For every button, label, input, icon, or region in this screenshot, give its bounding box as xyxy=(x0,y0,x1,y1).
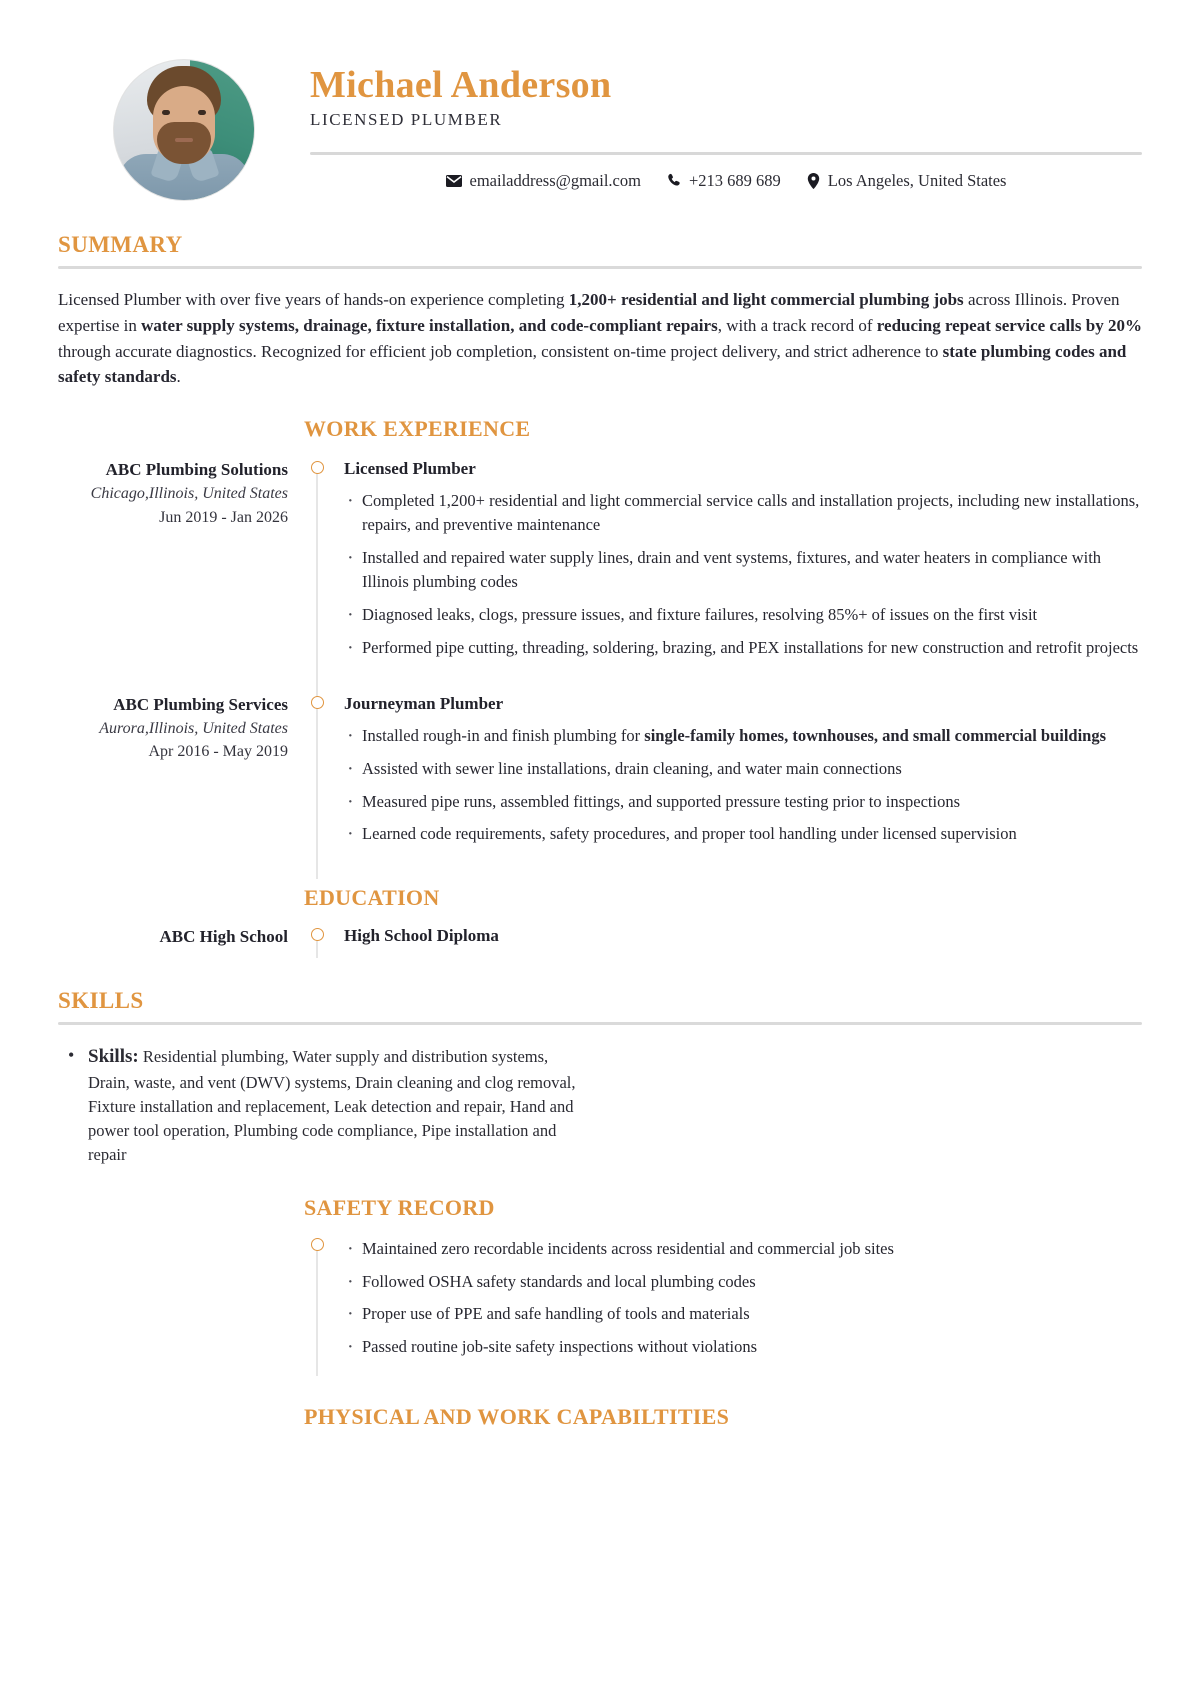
section-title-summary: SUMMARY xyxy=(58,232,183,257)
timeline-ring-icon xyxy=(311,461,324,474)
safety-entry-body xyxy=(330,1235,1142,1377)
education-entry xyxy=(58,925,1142,962)
list-item: · Maintained zero recordable incidents across residential and commercial job sites xyxy=(344,1237,1142,1261)
section-summary xyxy=(58,232,1142,390)
work-entry-location: Aurora,Illinois, United States xyxy=(99,719,288,737)
work-entry-body xyxy=(330,693,1142,880)
work-entry-meta xyxy=(58,693,304,763)
work-entry-dates: Apr 2016 - May 2019 xyxy=(148,743,288,761)
page-title: Michael Anderson xyxy=(310,64,612,106)
timeline-ring-icon xyxy=(311,1238,324,1251)
work-entry-dates: Jun 2019 - Jan 2026 xyxy=(159,509,288,526)
emphasis-text: 1,200+ residential and light commercial plumbing jobs xyxy=(568,290,964,309)
timeline-marker xyxy=(304,1235,330,1377)
list-item: · Followed OSHA safety standards and local plumbing codes xyxy=(344,1270,1142,1294)
education-entry-school: ABC High School xyxy=(159,927,288,947)
body-text: Installed rough-in and finish plumbing for xyxy=(362,725,645,745)
body-text: , with a track record of xyxy=(717,315,877,335)
list-item xyxy=(344,790,1142,814)
timeline-marker xyxy=(304,693,330,880)
avatar-container xyxy=(58,52,310,200)
section-title-skills: SKILLS xyxy=(58,988,144,1014)
section-education xyxy=(58,885,1142,962)
body-text: Assisted with sewer line installations, drain cleaning, and water main connections xyxy=(362,758,902,778)
emphasis-text: water supply systems, drainage, fixture installation, and code-compliant repairs xyxy=(141,315,718,335)
skills-label: Skills: xyxy=(88,1046,139,1068)
section-work-experience xyxy=(58,416,1142,879)
avatar xyxy=(114,60,254,200)
work-entry-title: Licensed Plumber xyxy=(344,459,476,479)
body-text: through accurate diagnostics. Recognized for efficient job completion, consistent on-time project delivery, and strict adherence to xyxy=(58,341,943,361)
work-entry-title: Journeyman Plumber xyxy=(344,693,504,713)
work-entry-body xyxy=(330,458,1142,692)
contact-location-text: Los Angeles, United States xyxy=(827,170,1007,190)
list-item xyxy=(344,636,1142,660)
list-item: · Passed routine job-site safety inspections without violations xyxy=(344,1335,1142,1359)
list-item xyxy=(344,757,1142,781)
work-entry xyxy=(58,693,1142,880)
education-entry-degree: High School Diploma xyxy=(344,926,499,946)
emphasis-text: reducing repeat service calls by 20% xyxy=(876,315,1142,335)
timeline-ring-icon xyxy=(311,696,324,709)
section-divider-skills xyxy=(58,1022,1142,1025)
section-skills xyxy=(58,988,1142,1166)
emphasis-text: single-family homes, townhouses, and small commercial buildings xyxy=(644,725,1107,745)
body-text: Installed and repaired water supply lines, drain and vent systems, fixtures, and water heaters in compliance with Illinois plumbing codes xyxy=(362,548,1102,592)
list-item xyxy=(344,603,1142,627)
body-text: . xyxy=(176,367,181,387)
work-entry-location: Chicago,Illinois, United States xyxy=(90,485,288,503)
skills-list xyxy=(58,1043,1142,1166)
work-entry-organization: ABC Plumbing Solutions xyxy=(105,460,288,480)
safety-entry-meta xyxy=(58,1235,304,1236)
body-text: Learned code requirements, safety procedures, and proper tool handling under licensed supervision xyxy=(362,824,1017,844)
contact-email-text: emailaddress@gmail.com xyxy=(469,170,641,190)
education-entry-meta xyxy=(58,925,304,948)
work-entry-bullets xyxy=(344,489,1142,660)
envelope-icon xyxy=(446,175,462,187)
body-text: across Illinois. Proven expertise in xyxy=(58,290,1120,335)
section-title-physical-capabilities: PHYSICAL AND WORK CAPABILTITIES xyxy=(304,1404,730,1430)
safety-entry xyxy=(58,1235,1142,1377)
contact-phone-text: +213 689 689 xyxy=(688,170,781,190)
list-item xyxy=(58,1043,588,1166)
contact-location[interactable] xyxy=(807,171,1007,191)
body-text: Licensed Plumber with over five years of hands-on experience completing xyxy=(58,290,569,309)
emphasis-text: state plumbing codes and safety standards xyxy=(58,341,1127,387)
resume-header xyxy=(58,40,1142,200)
timeline-ring-icon xyxy=(311,928,324,941)
phone-icon xyxy=(667,173,681,188)
education-entry-body xyxy=(330,925,1142,962)
body-text: Measured pipe runs, assembled fittings, and supported pressure testing prior to inspections xyxy=(362,791,961,811)
work-entry-meta xyxy=(58,458,304,528)
timeline-marker xyxy=(304,458,330,692)
section-physical-capabilities xyxy=(58,1404,1142,1430)
section-title-work-experience: WORK EXPERIENCE xyxy=(304,416,531,442)
work-entry-bullets xyxy=(344,724,1142,847)
section-title-education: EDUCATION xyxy=(304,885,440,911)
body-text: Performed pipe cutting, threading, soldering, brazing, and PEX installations for new construction and retrofit projects xyxy=(362,637,1139,657)
timeline-marker xyxy=(304,925,330,962)
list-item xyxy=(344,489,1142,537)
header-divider xyxy=(310,152,1142,155)
list-item: · Proper use of PPE and safe handling of tools and materials xyxy=(344,1302,1142,1326)
list-item xyxy=(344,724,1142,748)
list-item xyxy=(344,546,1142,594)
work-entry-organization: ABC Plumbing Services xyxy=(113,694,288,714)
location-pin-icon xyxy=(807,173,820,189)
contact-email[interactable] xyxy=(446,171,641,191)
body-text: Diagnosed leaks, clogs, pressure issues, and fixture failures, resolving 85%+ of issues on the first visit xyxy=(362,604,1038,624)
section-safety-record xyxy=(58,1195,1142,1377)
summary-paragraph xyxy=(58,287,1142,390)
job-role-subtitle: LICENSED PLUMBER xyxy=(310,109,503,129)
contact-phone[interactable] xyxy=(667,171,781,191)
section-title-safety-record: SAFETY RECORD xyxy=(304,1194,495,1220)
work-entry xyxy=(58,458,1142,692)
section-divider-summary xyxy=(58,266,1142,269)
list-item xyxy=(344,822,1142,846)
body-text: Completed 1,200+ residential and light commercial service calls and installation projects, including new installations, repairs, and preventive maintenance xyxy=(362,491,1140,535)
contact-info-bar xyxy=(310,171,1142,191)
safety-bullets xyxy=(344,1237,1142,1360)
header-text-block xyxy=(310,52,1142,191)
skills-value: Residential plumbing, Water supply and distribution systems, Drain, waste, and vent (DWV) systems, Drain cleaning and clog removal, Fixture installation and replacement, Leak detection and repair, Hand and power tool operation, Plumbing code compliance, Pipe installation and repair xyxy=(88,1047,576,1164)
